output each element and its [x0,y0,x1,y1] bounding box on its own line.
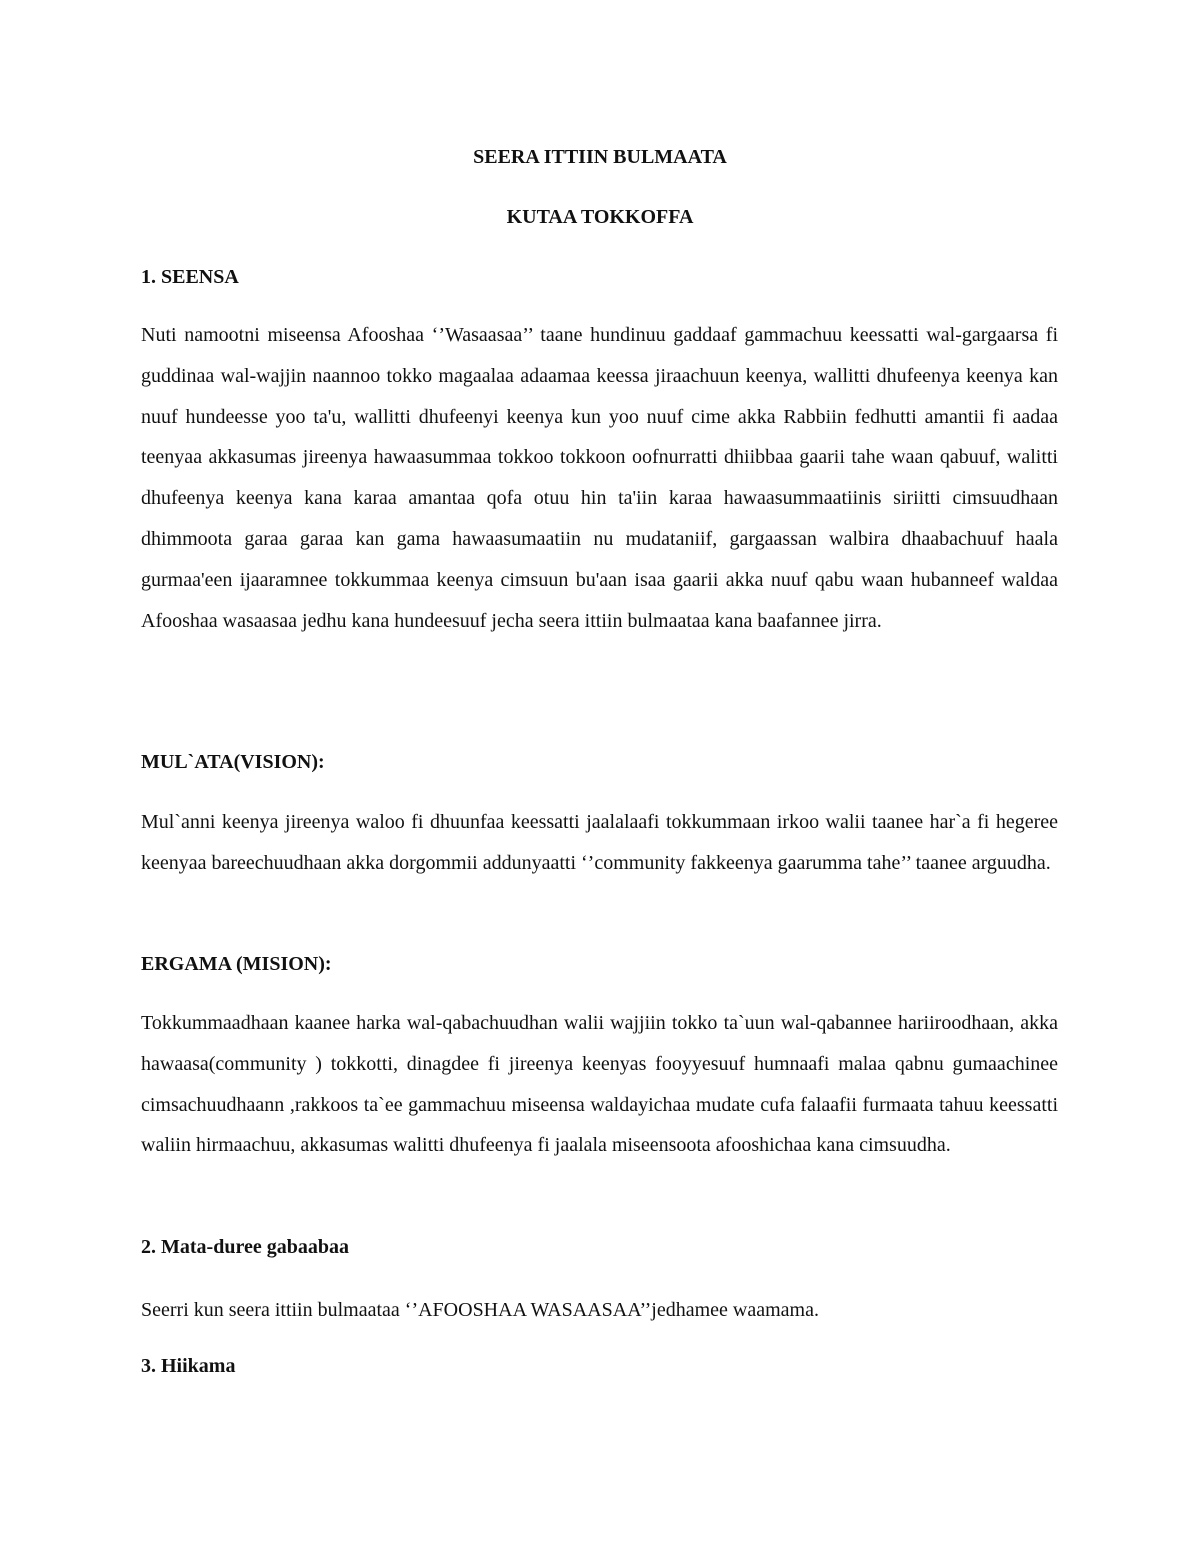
section-heading-seensa: 1. SEENSA [141,266,239,288]
document-title: SEERA ITTIIN BULMAATA [473,146,727,168]
section-paragraph-mision: Tokkummaadhaan kaanee harka wal-qabachuudhan walii wajjiin tokko ta`uun wal-qabannee hariiroodhaan, akka hawaasa(community ) tokkotti, dinagdee fi jireenya keenyas fooyyesuuf humnaafi malaa qabnu gumaachinee cimsachuudhaann ,rakkoos ta`ee gammachuu miseensa waldayichaa mudate cufa falaafii furmaata tahuu keessatti waliin hirmaachuu, akkasumas walitti dhufeenya fi jaalala miseensoota afooshichaa kana cimsuudha. [141,1012,1058,1157]
document-subtitle: KUTAA TOKKOFFA [506,206,694,228]
section-heading-mision: ERGAMA (MISION): [141,953,332,975]
section-paragraph-mata-duree: Seerri kun seera ittiin bulmaataa ‘’AFOOSHAA WASAASAA’’jedhamee waamama. [141,1299,819,1321]
section-heading-mata-duree: 2. Mata-duree gabaabaa [141,1236,349,1258]
section-paragraph-vision: Mul`anni keenya jireenya waloo fi dhuunfaa keessatti jaalalaafi tokkummaan irkoo walii taanee har`a fi hegeree keenyaa bareechuudhaan akka dorgommii addunyaatti ‘’community fakkeenya gaarumma tahe’’ taanee arguudha. [141,811,1058,874]
section-paragraph-seensa: Nuti namootni miseensa Afooshaa ‘’Wasaasaa’’ taane hundinuu gaddaaf gammachuu keessatti wal-gargaarsa fi guddinaa wal-wajjin naannoo tokko magaalaa adaamaa keessa jiraachuun keenya, wallitti dhufeenya keenya kan nuuf hundeesse yoo ta'u, wallitti dhufeenyi keenya kun yoo nuuf cime akka Rabbiin fedhutti amantii fi aadaa teenyaa akkasumas jireenya hawaasummaa tokkoo tokkoon oofnurratti dhiibbaa gaarii tahe waan qabuuf, walitti dhufeenya keenya kana karaa amantaa qofa otuu hin ta'iin karaa hawaasummaatiinis siriitti cimsuudhaan dhimmoota garaa garaa kan gama hawaasumaatiin nu mudataniif, gargaassan walbira dhaabachuuf haala gurmaa'een ijaaramnee tokkummaa keenya cimsuun bu'aan isaa gaarii akka nuuf qabu waan hubanneef waldaa Afooshaa wasaasaa jedhu kana hundeesuuf jecha seera ittiin bulmaataa kana baafannee jirra. [141,324,1058,632]
section-heading-vision: MUL`ATA(VISION): [141,751,325,773]
section-heading-hiikama: 3. Hiikama [141,1355,236,1377]
